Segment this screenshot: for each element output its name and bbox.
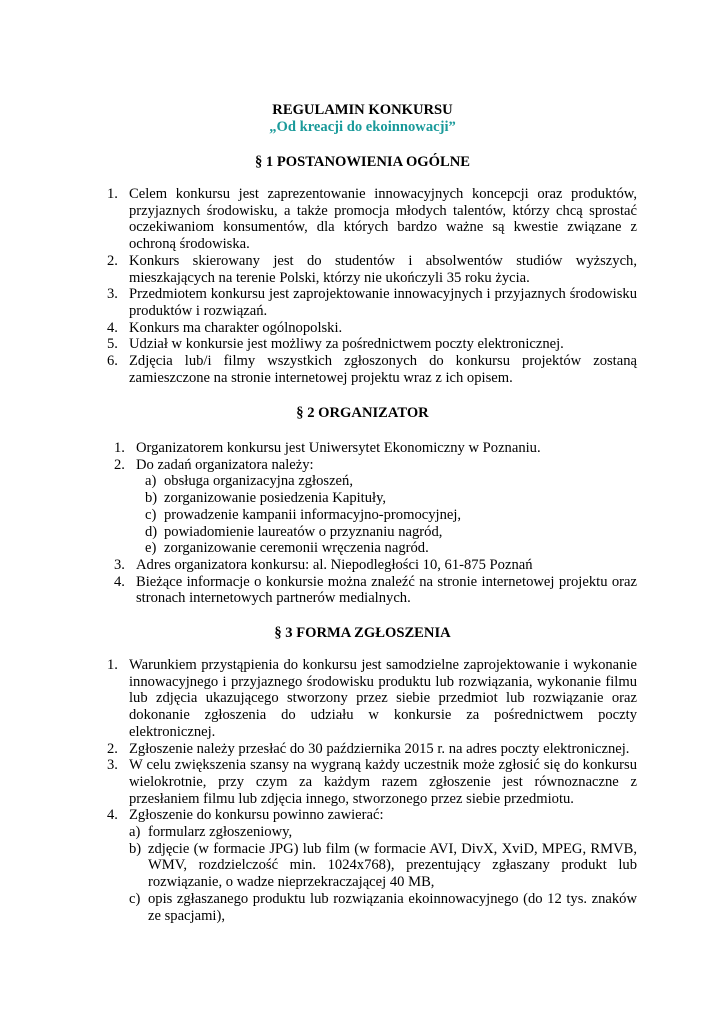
- item-number: 1.: [107, 657, 118, 673]
- sublist-item: [129, 841, 637, 891]
- document-title: REGULAMIN KONKURSU: [272, 102, 453, 118]
- subitem-letter: b): [145, 490, 158, 507]
- subitem-letter: e): [145, 540, 157, 557]
- list-item: [114, 457, 637, 557]
- item-number: 3.: [107, 757, 118, 774]
- sublist-item: [145, 473, 637, 490]
- list-item: [107, 186, 637, 253]
- subitem-letter: a): [129, 824, 141, 841]
- subitem-text: zdjęcie (w formacie JPG) lub film (w formacie AVI, DivX, XviD, MPEG, RMVB, WMV, rozdzielczość min. 1024x768), prezentujący zgłaszany produkt lub rozwiązanie, o wadze nieprzekraczającej 40 MB,: [148, 840, 637, 891]
- list-item: [107, 741, 637, 758]
- section-2-heading: § 2 ORGANIZATOR: [296, 405, 429, 421]
- subitem-letter: b): [129, 840, 142, 857]
- section-2-list: [114, 440, 637, 607]
- list-item: [107, 320, 637, 337]
- item-text: Do zadań organizatora należy:: [136, 456, 314, 473]
- list-item: [107, 807, 637, 924]
- item-number: 1.: [114, 440, 125, 456]
- section-3-sublist: [129, 824, 637, 924]
- item-text: W celu zwiększenia szansy na wygraną każdy uczestnik może zgłosić się do konkursu wielokrotnie, przy czym za każdym razem zgłoszenie jest równoznaczne z przesłaniem filmu lub zdjęcia innego, stworzonego przez siebie przedmiotu.: [129, 757, 637, 807]
- subitem-text: obsługa organizacyjna zgłoszeń,: [164, 473, 353, 490]
- list-item: [107, 657, 637, 741]
- item-text: Konkurs ma charakter ogólnopolski.: [129, 319, 343, 336]
- item-text: Zdjęcia lub/i filmy wszystkich zgłoszonych do konkursu projektów zostaną zamieszczone na stronie internetowej projektu wraz z ich opisem.: [129, 353, 637, 386]
- list-item: [114, 557, 637, 574]
- list-item: [114, 440, 637, 457]
- subitem-letter: d): [145, 523, 158, 540]
- list-item: [107, 286, 637, 319]
- item-text: Celem konkursu jest zaprezentowanie innowacyjnych koncepcji oraz produktów, przyjaznych środowisku, a także promocja młodych talentów, którzy chcą sprostać oczekiwaniom konsumentów, dla których bardzo ważne są kwestie związane z ochroną środowiska.: [129, 186, 637, 253]
- item-text: Adres organizatora konkursu: al. Niepodległości 10, 61-875 Poznań: [136, 556, 533, 573]
- section-2-sublist: [145, 473, 637, 557]
- item-number: 2.: [107, 740, 118, 757]
- list-item: [107, 336, 637, 353]
- subitem-text: prowadzenie kampanii informacyjno-promocyjnej,: [164, 506, 462, 523]
- sublist-item: [129, 891, 637, 924]
- item-number: 2.: [107, 252, 118, 269]
- subitem-letter: c): [129, 890, 141, 907]
- item-number: 3.: [114, 556, 125, 573]
- list-item: [107, 757, 637, 807]
- list-item: [114, 574, 637, 607]
- list-item: [107, 253, 637, 286]
- item-text: Przedmiotem konkursu jest zaprojektowanie innowacyjnych i przyjaznych środowisku produktów i rozwiązań.: [129, 286, 637, 319]
- item-text: Bieżące informacje o konkursie można znaleźć na stronie internetowej projektu oraz stronach internetowych partnerów medialnych.: [136, 573, 637, 607]
- subitem-text: opis zgłaszanego produktu lub rozwiązania ekoinnowacyjnego (do 12 tys. znaków ze spacjami),: [148, 890, 637, 924]
- item-number: 6.: [107, 353, 118, 370]
- subitem-text: powiadomienie laureatów o przyznaniu nagród,: [164, 523, 443, 540]
- item-number: 4.: [107, 807, 118, 824]
- section-1-heading: § 1 POSTANOWIENIA OGÓLNE: [254, 154, 471, 170]
- item-text: Organizatorem konkursu jest Uniwersytet Ekonomiczny w Poznaniu.: [136, 440, 541, 456]
- sublist-item: [145, 524, 637, 541]
- section-3-heading: § 3 FORMA ZGŁOSZENIA: [274, 625, 451, 641]
- sublist-item: [145, 540, 637, 557]
- sublist-item: [145, 507, 637, 524]
- subitem-letter: a): [145, 473, 157, 490]
- document-subtitle: „Od kreacji do ekoinnowacji”: [269, 118, 456, 135]
- item-number: 5.: [107, 336, 118, 353]
- subitem-text: zorganizowanie ceremonii wręczenia nagród.: [164, 540, 429, 557]
- item-number: 4.: [107, 319, 118, 336]
- item-text: Warunkiem przystąpienia do konkursu jest samodzielne zaprojektowanie i wykonanie innowacyjnego i przyjaznego środowisku produktu lub rozwiązania, wykonanie filmu lub zdjęcia ukazującego stworzony przez siebie przedmiot lub rozwiązanie oraz dokonanie zgłoszenia do udziału w konkursie za pośrednictwem poczty elektronicznej.: [129, 657, 637, 740]
- list-item: [107, 353, 637, 386]
- item-number: 3.: [107, 286, 118, 303]
- sublist-item: [129, 824, 637, 841]
- subitem-letter: c): [145, 506, 157, 523]
- section-3-list: [107, 657, 637, 924]
- item-number: 1.: [107, 186, 118, 202]
- document-title-block: [0, 102, 725, 135]
- item-text: Zgłoszenie do konkursu powinno zawierać:: [129, 807, 384, 824]
- subitem-text: zorganizowanie posiedzenia Kapituły,: [164, 490, 387, 507]
- section-1-list: [107, 186, 637, 386]
- item-number: 4.: [114, 573, 125, 590]
- sublist-item: [145, 490, 637, 507]
- subitem-text: formularz zgłoszeniowy,: [148, 824, 293, 841]
- item-text: Zgłoszenie należy przesłać do 30 października 2015 r. na adres poczty elektronicznej.: [129, 740, 630, 757]
- item-text: Konkurs skierowany jest do studentów i absolwentów studiów wyższych, mieszkających na terenie Polski, którzy nie ukończyli 35 roku życia.: [129, 252, 637, 286]
- item-number: 2.: [114, 456, 125, 473]
- item-text: Udział w konkursie jest możliwy za pośrednictwem poczty elektronicznej.: [129, 336, 564, 353]
